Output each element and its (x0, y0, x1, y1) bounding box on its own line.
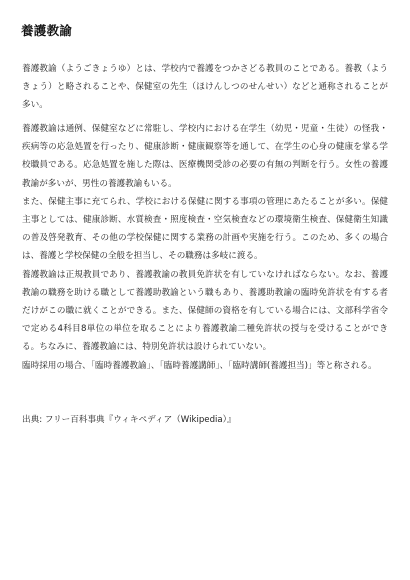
body-paragraphs (22, 120, 388, 375)
source-citation: 出典: フリー百科事典『ウィキペディア（Wikipedia）』 (22, 415, 236, 425)
paragraph-health-chief: また、保健主事に充てられ、学校における保健に関する事項の管理にあたることが多い。保健主事としては、健康診断、水質検査・照度検査・空気検査などの環境衛生検査、保健衛生知識の普及啓発教育、その他の学校保健に関する業務の計画や実施を行う。このため、多くの場合は、養護と学校保健の全般を担当し、その職務は多岐に渡る。 (22, 196, 388, 262)
paragraph-temporary: 臨時採用の場合、「臨時養護教諭」、「臨時養護講師」、「臨時講師(養護担当)」等と称される。 (22, 360, 377, 371)
page-title: 養護教諭 (21, 23, 73, 38)
intro-paragraph: 養護教諭（ようごきょうゆ）とは、学校内で養護をつかさどる教員のことである。養教（ようきょう）と略されることや、保健室の先生（ほけんしつのせんせい）などと通称されることが多い。 (22, 64, 388, 111)
paragraph-license: 養護教諭は正規教員であり、養護教諭の教員免許状を有していなければならない。なお、養護教諭の職務を助ける職として養護助教諭という職もあり、養護助教諭の臨時免許状を有する者だけがこの職に就くことができる。また、保健師の資格を有している場合には、文部科学省令で定める4科目8単位の単位を取ることにより養護教諭二種免許状の授与を受けることができる。ちなみに、養護教諭には、特別免許状は設けられていない。 (22, 269, 388, 353)
paragraph-duties: 養護教諭は通例、保健室などに常駐し、学校内における在学生（幼児・児童・生徒）の怪我・疾病等の応急処置を行ったり、健康診断・健康観察等を通して、在学生の心身の健康を掌る学校職員である。応急処置を施した際は、医療機関受診の必要の有無の判断を行う。女性の養護教諭が多いが、男性の養護教諭もいる。 (22, 124, 388, 189)
